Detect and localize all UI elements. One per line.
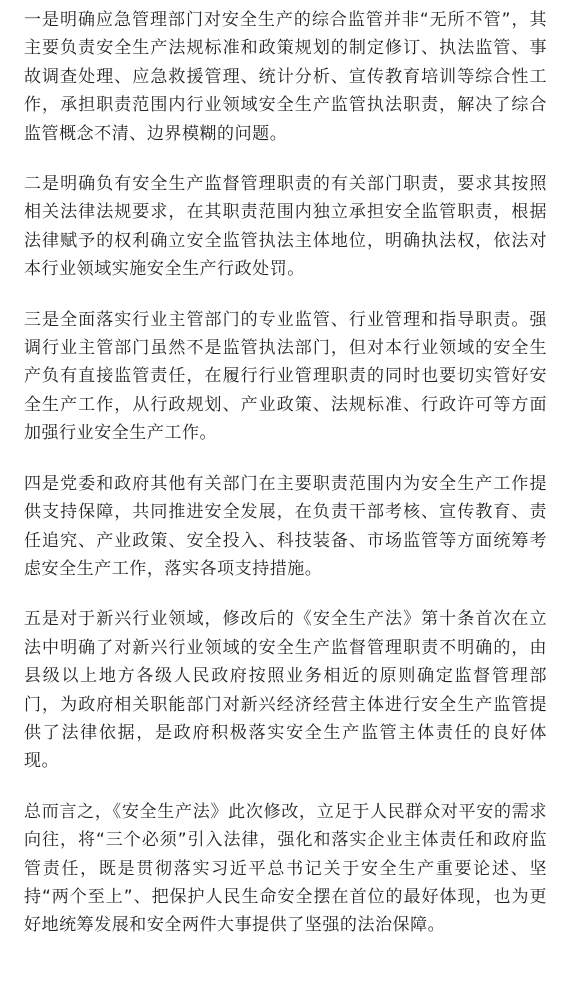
paragraph-4: 四是党委和政府其他有关部门在主要职责范围内为安全生产工作提供支持保障，共同推进安全发展，在负责干部考核、宣传教育、责任追究、产业政策、安全投入、科技装备、市场监管等方面统筹考虑安全生产工作，落实各项支持措施。 <box>24 473 547 579</box>
paragraph-3: 三是全面落实行业主管部门的专业监管、行业管理和指导职责。强调行业主管部门虽然不是监管执法部门，但对本行业领域的安全生产负有直接监管责任，在履行行业管理职责的同时也要切实管好安全生产工作，从行政规划、产业政策、法规标准、行政许可等方面加强行业安全生产工作。 <box>24 309 547 444</box>
paragraph-1: 一是明确应急管理部门对安全生产的综合监管并非“无所不管”，其主要负责安全生产法规标准和政策规划的制定修订、执法监管、事故调查处理、应急救援管理、统计分析、宣传教育培训等综合性工作，承担职责范围内行业领域安全生产监管执法职责，解决了综合监管概念不清、边界模糊的问题。 <box>24 10 547 144</box>
paragraph-6: 总而言之，《安全生产法》此次修改，立足于人民群众对平安的需求向往，将“三个必须”引入法律，强化和落实企业主体责任和政府监管责任，既是贯彻落实习近平总书记关于安全生产重要论述、坚持“两个至上”、把保护人民生命安全摆在首位的最好体现，也为更好地统筹发展和安全两件大事提供了坚强的法治保障。 <box>24 801 547 936</box>
paragraph-2: 二是明确负有安全生产监督管理职责的有关部门职责，要求其按照相关法律法规要求，在其职责范围内独立承担安全监管职责，根据法律赋予的权利确立安全监管执法主体地位，明确执法权，依法对本行业领域实施安全生产行政处罚。 <box>24 174 547 280</box>
paragraph-5: 五是对于新兴行业领域，修改后的《安全生产法》第十条首次在立法中明确了对新兴行业领域的安全生产监督管理职责不明确的，由县级以上地方各级人民政府按照业务相近的原则确定监督管理部门，为政府相关职能部门对新兴经济经营主体进行安全生产监管提供了法律依据，是政府积极落实安全生产监管主体责任的良好体现。 <box>24 609 547 772</box>
